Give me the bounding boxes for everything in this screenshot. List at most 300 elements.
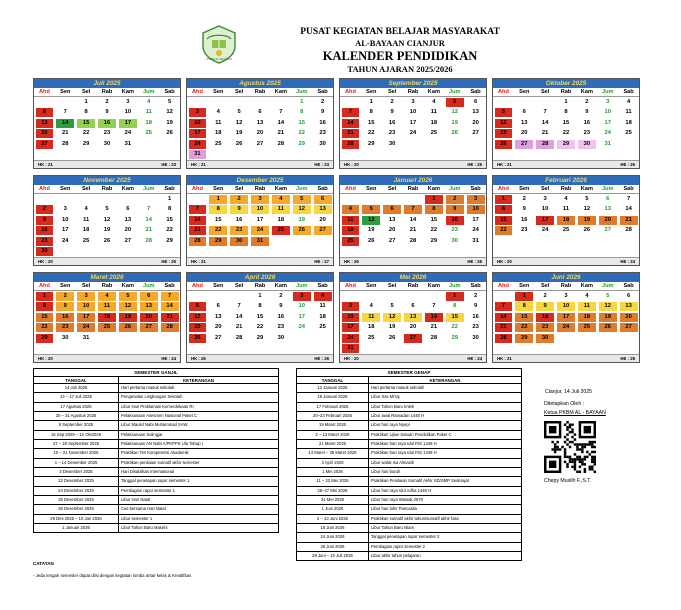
row-date: 1 Mei 2026 xyxy=(297,468,369,476)
day-cell: 6 xyxy=(522,109,526,116)
row-desc: Hari pertama masuk sekolah xyxy=(121,385,175,390)
weekday-label: Jum xyxy=(295,89,308,95)
day-grid xyxy=(187,194,333,258)
day-cell: 3 xyxy=(564,292,568,299)
day-cell: 14 xyxy=(495,313,513,322)
hk-count: HK : 20 xyxy=(38,356,53,361)
day-cell: 26 xyxy=(189,334,207,343)
table-row xyxy=(297,468,521,477)
day-cell: 12 xyxy=(189,313,207,322)
table-row xyxy=(34,459,278,468)
day-cell: 23 xyxy=(388,130,396,137)
day-cell: 10 xyxy=(541,206,549,213)
day-cell: 23 xyxy=(521,227,528,234)
day-cell: 17 xyxy=(62,227,69,234)
day-cell: 26 xyxy=(103,237,111,244)
day-cell: 19 xyxy=(103,227,111,234)
weekday-label: Ahd xyxy=(497,186,509,192)
weekday-label: Rab xyxy=(101,283,113,289)
row-desc: Libur Hari Natal xyxy=(121,496,151,502)
day-cell: 7 xyxy=(189,205,207,214)
weekday-label: Sen xyxy=(213,89,224,95)
day-cell: 25 xyxy=(319,324,326,331)
month-footer xyxy=(34,161,180,168)
day-cell: 13 xyxy=(215,313,222,320)
row-date: 17 Februari 2026 xyxy=(297,403,369,411)
table-row xyxy=(297,440,521,449)
day-cell: 25 xyxy=(272,226,290,235)
row-date: 1 Juni 2026 xyxy=(297,505,369,513)
day-cell: 24 xyxy=(189,140,207,149)
he-count: HE : 26 xyxy=(314,356,329,361)
weekday-label: Sen xyxy=(60,89,71,95)
weekday-label: Rab xyxy=(560,89,572,95)
weekday-label: Jum xyxy=(295,186,308,192)
he-count: HE : 27 xyxy=(314,259,329,264)
day-cell: 30 xyxy=(36,247,54,256)
month-4 xyxy=(492,78,640,169)
weekday-row xyxy=(187,185,333,194)
notes-line: - Jeda tengah semester dapat diisi dengan kegiatan lomba antar kelas & Kreatifitas xyxy=(33,573,192,578)
weekday-row xyxy=(187,282,333,291)
weekday-label: Jum xyxy=(601,89,614,95)
table-row xyxy=(297,496,521,505)
day-cell: 28 xyxy=(62,140,69,147)
day-cell: 13 xyxy=(140,302,158,311)
day-cell: 2 xyxy=(320,98,325,105)
day-cell: 8 xyxy=(453,303,457,310)
table-row xyxy=(297,412,521,421)
hk-count: HK : 21 xyxy=(191,162,206,167)
day-cell: 26 xyxy=(451,130,458,137)
day-cell: 2 xyxy=(56,292,74,301)
day-cell: 5 xyxy=(189,302,207,311)
day-cell: 3 xyxy=(342,302,360,311)
day-cell: 17 xyxy=(536,216,554,225)
weekday-label: Sel xyxy=(234,89,244,95)
day-cell: 14 xyxy=(541,119,549,126)
day-cell: 19 xyxy=(578,216,596,225)
day-cell: 13 xyxy=(620,302,638,311)
row-date: 14 – 17 Juli 2025 xyxy=(34,393,119,401)
day-cell: 9 xyxy=(279,303,283,310)
day-cell: 29 xyxy=(368,140,375,147)
day-grid xyxy=(493,97,639,161)
weekday-row xyxy=(34,282,180,291)
day-cell: 31 xyxy=(342,344,360,353)
month-footer xyxy=(340,355,486,362)
day-cell: 13 xyxy=(388,216,396,223)
day-cell: 27 xyxy=(140,323,158,332)
day-grid xyxy=(340,291,486,355)
day-cell: 16 xyxy=(583,119,591,126)
day-cell: 19 xyxy=(298,216,305,223)
day-cell: 24 xyxy=(298,324,305,331)
day-cell: 2 xyxy=(473,292,478,299)
day-cell: 19 xyxy=(166,119,173,126)
day-cell: 25 xyxy=(430,130,438,137)
row-date: 24 Juni 2026 xyxy=(297,533,369,541)
day-cell: 23 xyxy=(230,226,248,235)
day-cell: 25 xyxy=(562,227,570,234)
col-desc: KETERANGAN xyxy=(183,378,214,383)
day-cell: 26 xyxy=(166,130,173,137)
row-date: 10 – 21 November 2025 xyxy=(34,449,119,457)
row-desc: Tanggal penetapan rapor semester 1 xyxy=(121,478,190,484)
day-cell: 16 xyxy=(98,119,116,128)
day-cell: 19 xyxy=(368,227,375,234)
day-cell: 21 xyxy=(235,324,243,331)
weekday-label: Rab xyxy=(560,283,572,289)
day-cell: 21 xyxy=(409,227,417,234)
row-desc: Tanggal penetapan rapor semester 2 xyxy=(371,534,440,540)
day-cell: 29 xyxy=(82,140,90,147)
day-cell: 30 xyxy=(451,237,458,244)
day-cell: 16 xyxy=(36,226,54,235)
he-count: HE : 26 xyxy=(620,162,635,167)
day-cell: 18 xyxy=(319,313,326,320)
day-cell: 20 xyxy=(409,324,417,331)
day-cell: 18 xyxy=(277,216,285,223)
day-cell: 3 xyxy=(251,195,269,204)
weekday-label: Rab xyxy=(101,89,113,95)
day-cell: 3 xyxy=(606,98,610,105)
day-cell: 24 xyxy=(342,334,360,343)
table-row xyxy=(297,403,521,412)
row-desc: Pelaksanaan Sulingjar xyxy=(121,431,163,437)
weekday-label: Sen xyxy=(519,186,530,192)
day-cell: 10 xyxy=(557,302,575,311)
month-title: Juli 2025 xyxy=(34,79,180,88)
weekday-label: Sab xyxy=(317,283,328,289)
day-cell: 7 xyxy=(626,195,631,202)
day-cell: 17 xyxy=(604,119,611,126)
day-cell: 8 xyxy=(84,109,88,116)
day-cell: 25 xyxy=(145,130,152,137)
day-cell: 30 xyxy=(578,140,596,149)
table-row xyxy=(34,524,278,533)
weekday-label: Rab xyxy=(254,89,266,95)
row-date: 3 April 2026 xyxy=(297,459,369,467)
day-cell: 29 xyxy=(36,334,54,343)
semester-ganjil-table xyxy=(33,368,279,533)
day-cell: 8 xyxy=(258,303,262,310)
month-title: Februari 2026 xyxy=(493,176,639,185)
weekday-label: Ahd xyxy=(191,186,203,192)
day-cell: 19 xyxy=(495,129,513,138)
day-cell: 12 xyxy=(166,109,173,116)
day-cell: 6 xyxy=(140,292,158,301)
month-footer xyxy=(493,161,639,168)
table-row xyxy=(297,477,521,486)
day-cell: 20 xyxy=(620,313,638,322)
row-desc: Hari Disabilitas Internasional xyxy=(121,468,175,474)
table-row xyxy=(34,403,278,412)
table-row xyxy=(297,431,521,440)
day-cell: 19 xyxy=(119,313,137,322)
day-cell: 17 xyxy=(256,216,264,223)
day-cell: 5 xyxy=(105,206,109,213)
month-6 xyxy=(186,175,334,266)
day-cell: 5 xyxy=(237,109,241,116)
day-cell: 31 xyxy=(472,237,479,244)
day-cell: 29 xyxy=(451,334,458,341)
row-desc: Libur hari lahir Pancasila xyxy=(371,506,417,512)
day-cell: 23 xyxy=(103,130,111,137)
weekday-row xyxy=(340,88,486,97)
table-row xyxy=(297,449,521,458)
weekday-label: Kam xyxy=(427,186,440,192)
day-cell: 1 xyxy=(564,98,568,105)
weekday-label: Sab xyxy=(164,186,175,192)
day-cell: 17 xyxy=(119,119,137,128)
day-cell: 11 xyxy=(562,206,570,213)
weekday-label: Kam xyxy=(121,89,134,95)
day-cell: 15 xyxy=(446,313,464,322)
day-cell: 18 xyxy=(578,313,596,322)
day-cell: 15 xyxy=(215,216,222,223)
day-cell: 15 xyxy=(256,313,264,320)
table-title: SEMESTER GENAP xyxy=(297,369,521,377)
day-cell: 7 xyxy=(237,303,241,310)
day-cell: 30 xyxy=(62,334,69,341)
weekday-label: Kam xyxy=(121,283,134,289)
row-desc: Libur wafat Isa Almasih xyxy=(371,459,415,465)
day-cell: 22 xyxy=(36,323,54,332)
day-cell: 9 xyxy=(56,302,74,311)
weekday-label: Kam xyxy=(580,89,593,95)
table-row xyxy=(34,440,278,449)
col-date: TANGGAL xyxy=(297,377,369,383)
day-cell: 8 xyxy=(369,109,373,116)
weekday-label: Sen xyxy=(213,186,224,192)
col-date: TANGGAL xyxy=(34,377,119,383)
day-cell: 23 xyxy=(536,323,554,332)
row-date: 29 Des 2025 – 10 Jan 2026 xyxy=(34,515,119,523)
weekday-label: Sab xyxy=(623,186,634,192)
day-cell: 29 xyxy=(209,237,227,246)
day-cell: 13 xyxy=(36,119,54,128)
day-cell: 16 xyxy=(536,313,554,322)
day-cell: 23 xyxy=(277,324,285,331)
day-cell: 20 xyxy=(388,227,396,234)
row-desc: Pembagian rapor semester 1 xyxy=(121,487,175,493)
table-row xyxy=(297,393,521,402)
day-cell: 10 xyxy=(251,205,269,214)
month-footer xyxy=(340,258,486,265)
row-date: 1 Januari 2026 xyxy=(34,524,119,532)
month-12 xyxy=(492,272,640,363)
month-5 xyxy=(33,175,181,266)
row-desc: Libur Tahun Baru Islam xyxy=(371,524,414,530)
day-cell: 16 xyxy=(446,216,464,225)
day-cell: 1 xyxy=(36,292,54,301)
row-desc: Libur Tahun Baru Masehi xyxy=(121,524,168,530)
day-cell: 11 xyxy=(362,313,380,322)
day-grid xyxy=(493,291,639,355)
row-date: 27 – 28 September 2025 xyxy=(34,440,119,448)
month-9 xyxy=(33,272,181,363)
weekday-label: Sel xyxy=(540,283,550,289)
weekday-label: Jum xyxy=(142,186,155,192)
weekday-label: Sab xyxy=(470,283,481,289)
table-row xyxy=(297,459,521,468)
day-cell: 23 xyxy=(451,227,458,234)
row-desc: Praktikan hari raya Idul Fitri 1448 H xyxy=(371,440,437,446)
day-grid xyxy=(187,97,333,161)
day-cell: 5 xyxy=(585,195,589,202)
table-row xyxy=(34,393,278,402)
month-title: Juni 2026 xyxy=(493,273,639,282)
day-cell: 24 xyxy=(472,227,479,234)
weekday-label: Ahd xyxy=(38,283,50,289)
table-header xyxy=(34,377,278,384)
day-cell: 30 xyxy=(536,334,554,343)
day-cell: 5 xyxy=(446,98,464,107)
weekday-row xyxy=(493,282,639,291)
table-row xyxy=(34,515,278,524)
day-cell: 10 xyxy=(62,216,69,223)
day-cell: 27 xyxy=(124,237,132,244)
weekday-label: Jum xyxy=(142,89,155,95)
weekday-label: Rab xyxy=(407,89,419,95)
weekday-label: Jum xyxy=(448,89,461,95)
weekday-label: Sen xyxy=(60,283,71,289)
weekday-label: Sel xyxy=(81,186,91,192)
day-cell: 25 xyxy=(342,237,360,246)
notes-title: CATATAN xyxy=(33,561,54,566)
day-cell: 13 xyxy=(124,216,132,223)
day-cell: 28 xyxy=(235,334,243,341)
he-count: HE : 24 xyxy=(161,356,176,361)
day-cell: 3 xyxy=(543,195,547,202)
row-date: 24 Desember 2025 xyxy=(34,487,119,495)
day-cell: 7 xyxy=(432,303,436,310)
col-desc: KETERANGAN xyxy=(429,378,461,383)
approved-by-label: Ditetapkan Oleh : xyxy=(544,401,585,407)
day-cell: 5 xyxy=(495,108,513,117)
month-title: Oktober 2025 xyxy=(493,79,639,88)
row-desc: Libur akhir tahun pelajaran xyxy=(371,552,421,558)
day-cell: 23 xyxy=(472,324,479,331)
day-cell: 28 xyxy=(625,227,632,234)
day-cell: 14 xyxy=(56,119,74,128)
row-date: 25 Desember 2025 xyxy=(34,496,119,504)
month-1 xyxy=(33,78,181,169)
day-cell: 14 xyxy=(625,206,632,213)
weekday-label: Sen xyxy=(366,186,377,192)
day-cell: 12 xyxy=(362,216,380,225)
day-cell: 7 xyxy=(63,109,67,116)
weekday-row xyxy=(34,185,180,194)
weekday-label: Rab xyxy=(407,186,419,192)
day-cell: 22 xyxy=(495,226,513,235)
row-date: 25 Juni 2026 xyxy=(297,543,369,551)
day-cell: 17 xyxy=(557,313,575,322)
day-cell: 24 xyxy=(604,130,611,137)
qr-code xyxy=(544,421,596,473)
table-row xyxy=(297,487,521,496)
weekday-label: Sab xyxy=(164,283,175,289)
day-cell: 24 xyxy=(541,227,549,234)
day-cell: 26 xyxy=(583,227,591,234)
day-cell: 5 xyxy=(606,292,610,299)
day-cell: 15 xyxy=(562,119,570,126)
he-count: HE : 24 xyxy=(467,356,482,361)
weekday-label: Jum xyxy=(601,283,614,289)
day-cell: 30 xyxy=(319,140,326,147)
day-cell: 5 xyxy=(390,303,394,310)
day-cell: 11 xyxy=(215,119,222,126)
month-title: September 2025 xyxy=(340,79,486,88)
day-cell: 1 xyxy=(425,195,443,204)
day-cell: 8 xyxy=(495,205,513,214)
day-cell: 4 xyxy=(147,98,151,105)
day-cell: 15 xyxy=(77,119,95,128)
day-cell: 9 xyxy=(536,302,554,311)
day-cell: 6 xyxy=(314,195,332,204)
table-row xyxy=(297,515,521,524)
day-cell: 4 xyxy=(626,98,631,105)
day-cell: 10 xyxy=(604,109,611,116)
hk-count: HK : 20 xyxy=(344,356,359,361)
hk-count: HK : 20 xyxy=(344,162,359,167)
row-desc: Cuti bersama Hari Natal xyxy=(121,506,166,512)
day-cell: 26 xyxy=(599,323,617,332)
he-count: HE : 24 xyxy=(620,259,635,264)
weekday-row xyxy=(187,88,333,97)
day-cell: 25 xyxy=(82,237,90,244)
day-cell: 25 xyxy=(215,140,222,147)
day-cell: 28 xyxy=(277,140,285,147)
day-cell: 27 xyxy=(515,140,533,149)
day-cell: 14 xyxy=(277,119,285,126)
day-cell: 25 xyxy=(98,323,116,332)
day-cell: 5 xyxy=(362,205,380,214)
day-cell: 20 xyxy=(599,216,617,225)
month-footer xyxy=(187,355,333,362)
day-grid xyxy=(340,97,486,161)
page-title: KALENDER PENDIDIKAN xyxy=(322,49,478,63)
day-grid xyxy=(187,291,333,355)
day-cell: 14 xyxy=(145,216,152,223)
weekday-label: Kam xyxy=(580,283,593,289)
day-cell: 16 xyxy=(521,216,528,223)
day-cell: 22 xyxy=(166,227,173,234)
weekday-label: Jum xyxy=(448,186,461,192)
day-cell: 22 xyxy=(515,323,533,332)
day-cell: 12 xyxy=(451,109,458,116)
month-8 xyxy=(492,175,640,266)
weekday-label: Ahd xyxy=(497,89,509,95)
day-cell: 15 xyxy=(166,216,173,223)
row-date: 3 Desember 2025 xyxy=(34,468,119,476)
day-cell: 26 xyxy=(388,334,396,341)
row-desc: Libur Maulid Nabi Muhammad SAW. xyxy=(121,422,189,428)
notes xyxy=(33,561,191,578)
weekday-row xyxy=(340,185,486,194)
day-cell: 17 xyxy=(298,313,305,320)
day-cell: 16 xyxy=(56,313,74,322)
day-cell: 2 xyxy=(390,98,394,105)
day-cell: 27 xyxy=(404,334,422,343)
day-cell: 7 xyxy=(342,108,360,117)
day-cell: 6 xyxy=(383,205,401,214)
day-cell: 18 xyxy=(215,130,222,137)
weekday-label: Sel xyxy=(81,89,91,95)
day-cell: 22 xyxy=(82,130,90,137)
month-footer xyxy=(34,355,180,362)
